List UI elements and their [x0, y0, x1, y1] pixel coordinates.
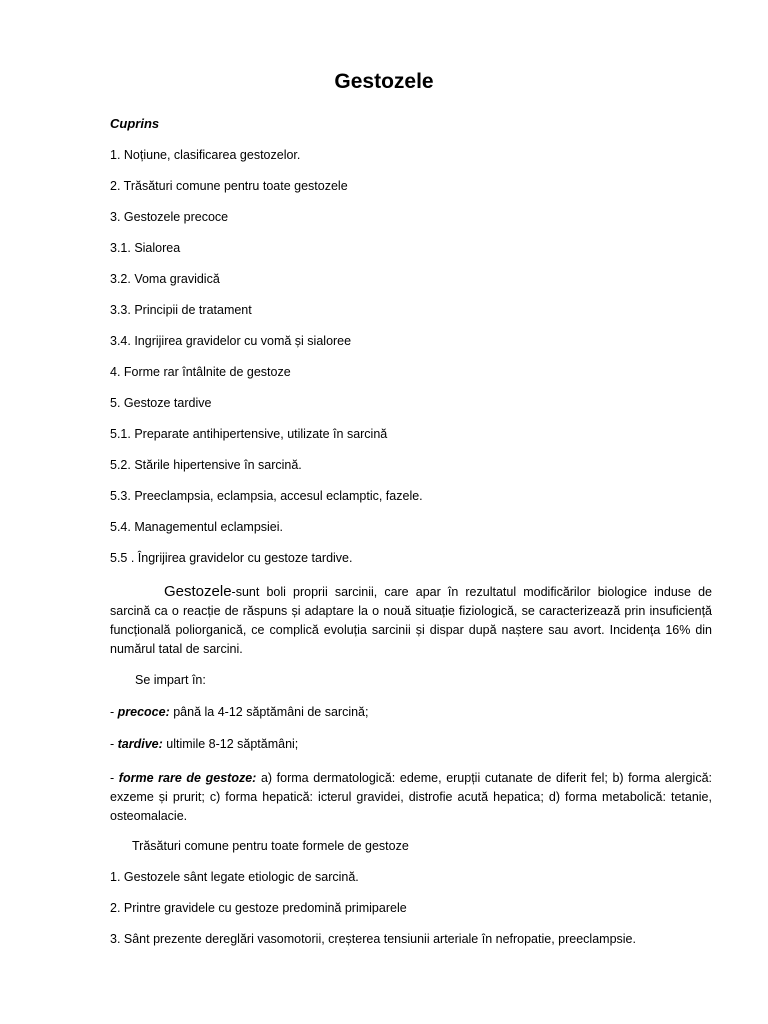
- toc-heading: Cuprins: [110, 116, 160, 131]
- toc-item: 3.1. Sialorea: [110, 241, 181, 255]
- common-item: 3. Sânt prezente dereglări vasomotorii, creșterea tensiunii arteriale în nefropatie, preeclampsie.: [110, 932, 636, 946]
- intro-lead-term: Gestozele: [164, 583, 232, 600]
- forme-rare-text: a) forma dermatologică: edeme, erupții cutanate de diferit fel; b) forma alergică: exzeme și prurit; c) forma hepatică: icterul gravidei, distrofie acută hepatica; d) forma metabolică: tetanie, osteomalacie.: [110, 771, 713, 823]
- se-impart-line: Se impart în:: [135, 673, 206, 687]
- tardive-text: ultimile 8-12 săptămâni;: [162, 737, 299, 751]
- toc-item: 3.3. Principii de tratament: [110, 303, 252, 317]
- toc-item: 5.4. Managementul eclampsiei.: [110, 520, 284, 534]
- toc-item: 1. Noțiune, clasificarea gestozelor.: [110, 148, 301, 162]
- precoce-text: până la 4-12 săptămâni de sarcină;: [169, 705, 369, 719]
- toc-item: 5. Gestoze tardive: [110, 396, 212, 410]
- toc-item: 5.5 . Îngrijirea gravidelor cu gestoze tardive.: [110, 551, 353, 565]
- tardive-line: [110, 737, 298, 751]
- intro-paragraph: [110, 582, 712, 659]
- toc-item: 5.3. Preeclampsia, eclampsia, accesul eclamptic, fazele.: [110, 489, 423, 503]
- intro-text: -sunt boli proprii sarcinii, care apar în rezultatul modificărilor biologice induse de sarcină ca o reacție de răspuns și adaptare la o nouă situație fiziologică, se caracterizează prin insuficiență funcțională poliorganică, ce complică evoluția sarcinii și dispar după naștere sau avort. Incidența 16% din numărul tatal de sarcini.: [110, 585, 712, 656]
- forme-rare-paragraph: [110, 769, 712, 826]
- toc-item: 3.2. Voma gravidică: [110, 272, 220, 286]
- toc-item: 5.1. Preparate antihipertensive, utilizate în sarcină: [110, 427, 388, 441]
- common-item: 2. Printre gravidele cu gestoze predomină primiparele: [110, 901, 407, 915]
- precoce-label: precoce:: [117, 705, 170, 719]
- toc-item: 3. Gestozele precoce: [110, 210, 229, 224]
- bullet-dash: -: [110, 705, 118, 719]
- toc-item: 5.2. Stările hipertensive în sarcină.: [110, 458, 302, 472]
- tardive-label: tardive:: [117, 737, 163, 751]
- toc-item: 2. Trăsături comune pentru toate gestozele: [110, 179, 348, 193]
- common-item: 1. Gestozele sânt legate etiologic de sarcină.: [110, 870, 359, 884]
- toc-item: 4. Forme rar întâlnite de gestoze: [110, 365, 291, 379]
- document-title: Gestozele: [334, 70, 434, 93]
- trasaturi-heading: Trăsături comune pentru toate formele de gestoze: [132, 839, 409, 853]
- forme-rare-label: forme rare de gestoze:: [118, 771, 257, 785]
- bullet-dash: -: [110, 771, 119, 785]
- bullet-dash: -: [110, 737, 118, 751]
- table-of-contents: [110, 147, 710, 581]
- precoce-line: [110, 705, 369, 719]
- toc-item: 3.4. Ingrijirea gravidelor cu vomă și sialoree: [110, 334, 352, 348]
